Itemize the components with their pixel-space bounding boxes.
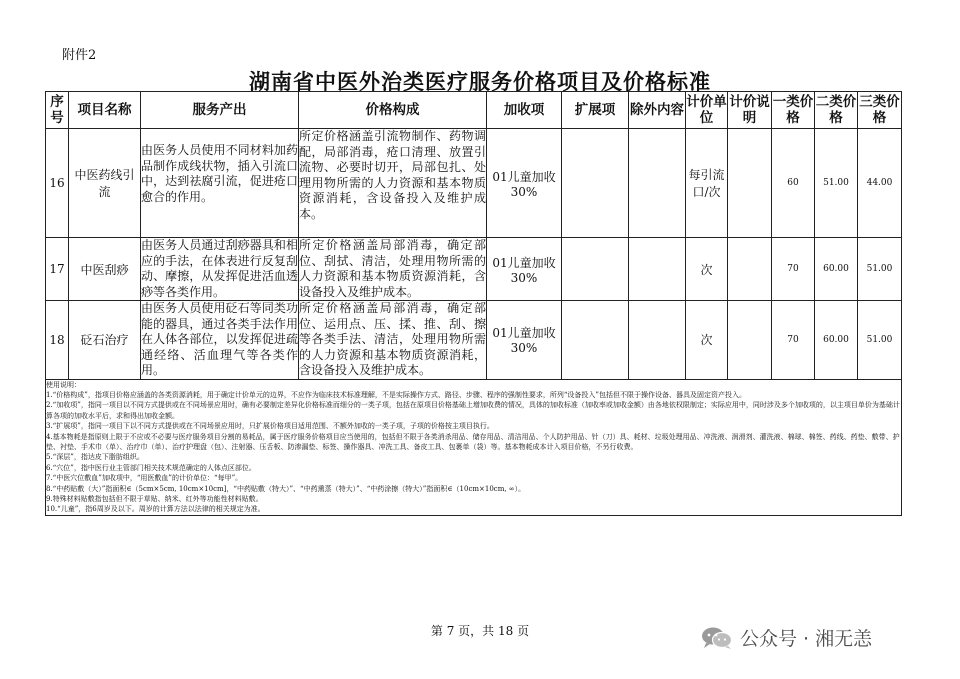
row-unit: 次 bbox=[686, 301, 728, 380]
header-note: 计价说明 bbox=[728, 92, 772, 129]
row-price-3: 44.00 bbox=[858, 129, 902, 238]
row-surcharge: 01儿童加收30% bbox=[487, 301, 562, 380]
row-price-2: 60.00 bbox=[815, 238, 858, 301]
row-content: 由医务人员使用砭石等同类功能的器具，通过各类手法作用在人体各部位，以发挥促进疏通经络、活血理气等各类作用。 bbox=[141, 301, 298, 377]
row-extension bbox=[562, 301, 629, 380]
header-exclusion: 除外内容 bbox=[629, 92, 686, 129]
row-content: 由医务人员通过刮痧器具和相应的手法，在体表进行反复刮动、摩擦，从发挥促进活血透痧等各类作用。 bbox=[141, 238, 298, 299]
header-price-3: 三类价格 bbox=[858, 92, 902, 129]
row-price-2: 51.00 bbox=[815, 129, 858, 238]
row-exclusion bbox=[629, 238, 686, 301]
table-row bbox=[46, 238, 902, 301]
row-price-3: 51.00 bbox=[858, 238, 902, 301]
note-item: 5.“深层”，指达皮下脂肪组织。 bbox=[46, 453, 144, 462]
row-composition: 所定价格涵盖引流物制作、药物调配，局部消毒，疮口清理、放置引流物、必要时切开，局部包扎、处理用物所需的人力资源和基本物质资源消耗，含设备投入及维护成本。 bbox=[299, 129, 487, 238]
row-unit: 每引流口/次 bbox=[686, 129, 728, 238]
note-item: 6.“穴位”，指中医行业主管部门相关技术规范确定的人体点区部位。 bbox=[46, 463, 256, 472]
row-composition: 所定价格涵盖局部消毒，确定部位、运用点、压、揉、推、刮、擦等各类手法、清洁，处理用物所需的人力资源和基本物质资源消耗，含设备投入及维护成本。 bbox=[299, 301, 486, 377]
row-exclusion bbox=[629, 129, 686, 238]
table-row bbox=[46, 129, 902, 238]
row-note bbox=[728, 129, 772, 238]
row-note bbox=[728, 301, 772, 380]
row-price-1: 60 bbox=[772, 129, 815, 238]
header-seq: 序号 bbox=[46, 92, 69, 129]
row-surcharge: 01儿童加收30% bbox=[487, 129, 562, 238]
row-name: 中医刮痧 bbox=[69, 238, 141, 301]
note-item: 9.特殊材料贴敷指包括但不限于草贴、纳米、红外等功能性材料贴敷。 bbox=[46, 494, 263, 503]
header-price-2: 二类价格 bbox=[815, 92, 858, 129]
row-exclusion bbox=[629, 301, 686, 380]
header-name: 项目名称 bbox=[69, 92, 141, 129]
table-row bbox=[46, 301, 902, 380]
row-unit: 次 bbox=[686, 238, 728, 301]
note-item: 2.“加收项”，指同一项目以不同方式提供或在不同场景应用时，确有必要制定差异化价格标准而细分的一类子项，包括在原项目价格基础上增加收费的情况，具体的加收标准（加收率或加收金额）由各地依权限制定；实际应用中，同时涉及多个加收项的，以主项目单价为基础计算各项的加收水平后，求和得出加收金额。 bbox=[46, 401, 900, 420]
page-footer: 第 7 页，共 18 页 bbox=[430, 624, 530, 638]
row-surcharge: 01儿童加收30% bbox=[487, 238, 562, 301]
row-seq: 17 bbox=[46, 238, 69, 301]
attachment-label: 附件2 bbox=[62, 48, 97, 63]
row-extension bbox=[562, 238, 629, 301]
header-composition: 价格构成 bbox=[299, 92, 487, 129]
table-header-row bbox=[46, 92, 902, 129]
row-price-3: 51.00 bbox=[858, 301, 902, 380]
row-composition: 所定价格涵盖局部消毒，确定部位、刮拭、清洁，处理用物所需的人力资源和基本物质资源消耗，含设备投入及维护成本。 bbox=[299, 238, 486, 299]
note-item: 7.“中医穴位敷血”加收项中，“用医敷血”的计价单位：“每甲”。 bbox=[46, 474, 243, 483]
header-content: 服务产出 bbox=[141, 92, 299, 129]
usage-notes bbox=[46, 379, 902, 515]
page-title: 湖南省中医外治类医疗服务价格项目及价格标准 bbox=[249, 70, 711, 94]
notes-row bbox=[46, 379, 902, 515]
row-seq: 18 bbox=[46, 301, 69, 380]
row-price-2: 60.00 bbox=[815, 301, 858, 380]
note-item: 3.“扩展项”，指同一项目下以不同方式提供或在不同场景应用时，只扩展价格项目适用范围、不额外加收的一类子项，子项的价格按主项目执行。 bbox=[46, 422, 494, 431]
watermark bbox=[700, 624, 872, 651]
row-seq: 16 bbox=[46, 129, 69, 238]
row-name: 砭石治疗 bbox=[69, 301, 141, 380]
note-item: 8.“中药贴敷（大）”指面积∈（5cm×5cm, 10cm×10cm]，“中药贴敷（特大）”、“中药熏蒸（特大）”、“中药涂擦（特大）”指面积∈（10cm×10cm, ∞）。 bbox=[46, 484, 526, 493]
price-table bbox=[45, 91, 902, 516]
header-surcharge: 加收项 bbox=[487, 92, 562, 129]
notes-heading: 使用说明： bbox=[46, 380, 81, 389]
note-item: 1.“价格构成”，指项目价格应涵盖的各类资源消耗，用于确定计价单元的边界，不应作为临床技术标准理解，不是实际操作方式、路径、步骤、程序的强制性要求，所列“设备投入”包括但不限于操作设备、器具及固定资产投入。 bbox=[46, 390, 746, 399]
row-price-1: 70 bbox=[772, 301, 815, 380]
header-unit: 计价单位 bbox=[686, 92, 728, 129]
header-price-1: 一类价格 bbox=[772, 92, 815, 129]
row-note bbox=[728, 238, 772, 301]
note-item: 10.“儿童”，指6周岁及以下。周岁的计算方法以法律的相关规定为准。 bbox=[46, 505, 265, 514]
row-extension bbox=[562, 129, 629, 238]
watermark-text: 公众号 · 湘无恙 bbox=[740, 628, 873, 650]
row-name: 中医药线引流 bbox=[69, 129, 141, 238]
note-item: 4.基本物耗是指原则上限于不应或不必要与医疗服务项目分割的易耗品，属于医疗服务价格项目应当使用的，包括但不限于各类消杀用品、储存用品、清洁用品、个人防护用品、针（刀）具、耗材、垃圾处理用品、冲洗液、润滑剂、灌洗液、棉球、棉签、药线、药垫、敷带、护垫、衬垫、手术巾（单）、治疗巾（单）、治疗护理盘（包）、注射器、压舌板、防渗漏垫、标签、操作器具、冲洗工具、备皮工具、包裹单（袋）等。基本物耗成本计入项目价格，不另行收费。 bbox=[46, 432, 900, 451]
row-price-1: 70 bbox=[772, 238, 815, 301]
row-content: 由医务人员使用不同材料加药品制作成线状物，插入引流口中，达到祛腐引流，促进疮口愈合的作用。 bbox=[141, 129, 299, 238]
wechat-icon bbox=[700, 626, 734, 650]
header-extension: 扩展项 bbox=[562, 92, 629, 129]
